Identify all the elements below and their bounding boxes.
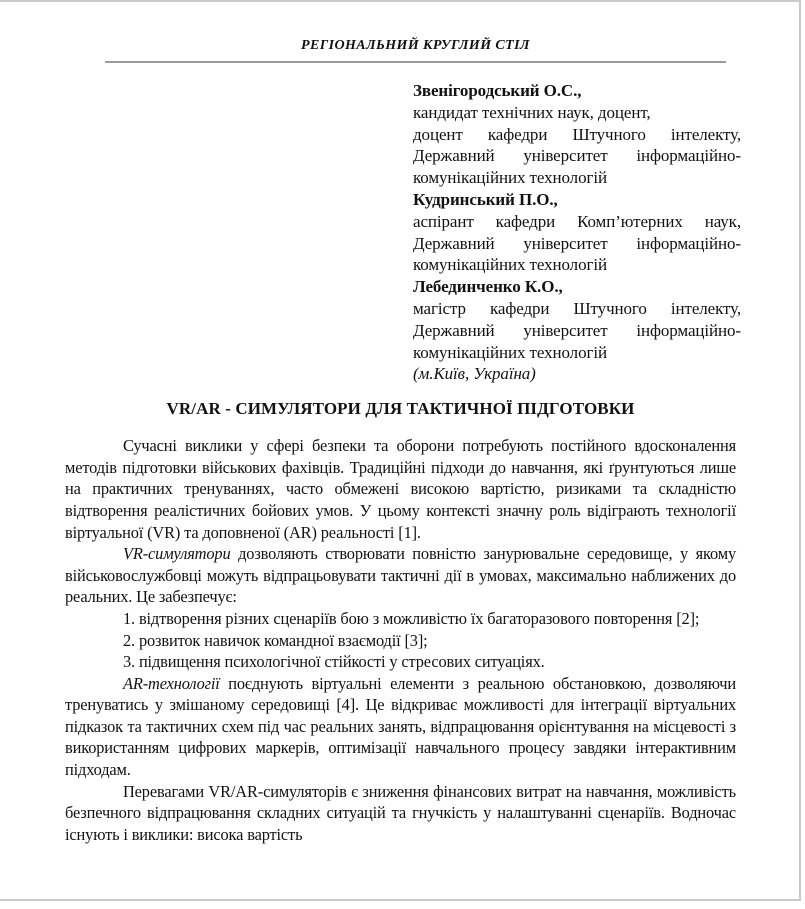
paragraph: 1. відтворення різних сценаріїв бою з можливістю їх багаторазового повторення [2]; [123, 608, 700, 628]
author-name: Кудринський П.О., [413, 189, 558, 209]
author-affiliation-line: Державний університет інформаційно- [413, 146, 741, 166]
author-affiliation-line: аспірант кафедри Комп’ютерних наук, [413, 211, 741, 231]
article-body [65, 435, 736, 845]
paragraph-lead-italic: AR-технології [123, 673, 220, 693]
paragraph: Сучасні виклики у сфері безпеки та оборони потребують постійного вдосконалення методів підготовки військових фахівців. Традиційні підходи до навчання, які ґрунтуються лише на практичних тренуваннях, часто обмежені високою вартістю, ризиками та складністю відтворення реалістичних бойових умов. У цьому контексті значну роль відіграють технології віртуальної (VR) та доповненої (AR) реальності [1]. [65, 436, 736, 542]
paragraph: VR-симулятори дозволяють створювати повністю занурювальне середовище, у якому військовослужбовці можуть відпрацьовувати тактичні дії в умовах, максимально наближених до реальних. Це забезпечує: [65, 544, 736, 607]
author-block [413, 80, 741, 385]
header-divider [105, 61, 726, 63]
location-line: (м.Київ, Україна) [413, 364, 536, 384]
author-affiliation-line: комунікаційних технологій [413, 342, 607, 362]
author-affiliation-line: магістр кафедри Штучного інтелекту, [413, 298, 741, 318]
author-affiliation-line: комунікаційних технологій [413, 168, 607, 188]
page-header: РЕГІОНАЛЬНИЙ КРУГЛИЙ СТІЛ [301, 38, 530, 53]
paragraph-lead-italic: VR-симулятори [123, 544, 231, 564]
paragraph: Перевагами VR/AR-симуляторів є зниження фінансових витрат на навчання, можливість безпечного відпрацювання складних ситуацій та гнучкість у налаштуванні сценаріїв. Водночас існують і виклики: висока вартість [65, 781, 736, 844]
paragraph: 3. підвищення психологічної стійкості у стресових ситуаціях. [123, 652, 545, 672]
paragraph: 2. розвиток навичок командної взаємодії [3]; [123, 630, 428, 650]
author-affiliation-line: Державний університет інформаційно- [413, 233, 741, 253]
author-affiliation-line: Державний університет інформаційно- [413, 320, 741, 340]
author-affiliation-line: доцент кафедри Штучного інтелекту, [413, 124, 741, 144]
paragraph: AR-технології поєднують віртуальні елементи з реальною обстановкою, дозволяючи тренуватись у змішаному середовищі [4]. Це відкриває можливості для інтеграції віртуальних підказок та тактичних схем під час реальних занять, відпрацювання орієнтування на місцевості з використанням цифрових маркерів, оптимізації навчального процесу завдяки інтерактивним підходам. [65, 673, 736, 780]
author-name: Звенігородський О.С., [413, 81, 582, 100]
author-name: Лебединченко К.О., [413, 277, 563, 297]
author-affiliation-line: кандидат технічних наук, доцент, [413, 102, 651, 122]
author-affiliation-line: комунікаційних технологій [413, 255, 607, 275]
article-title: VR/AR - СИМУЛЯТОРИ ДЛЯ ТАКТИЧНОЇ ПІДГОТОВКИ [166, 399, 635, 419]
